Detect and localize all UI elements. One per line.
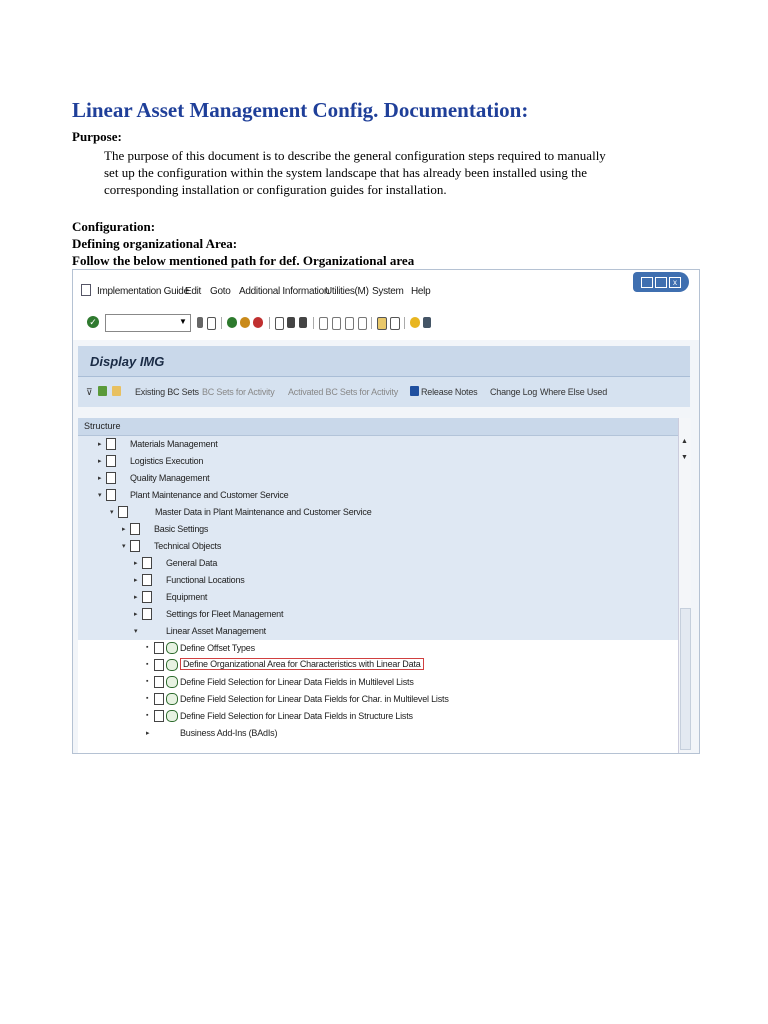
tree-node[interactable]	[78, 453, 678, 470]
tree-node-label[interactable]: Quality Management	[130, 473, 210, 483]
menu-implementation-guide[interactable]: Implementation Guide	[97, 286, 189, 297]
save-icon[interactable]	[207, 317, 216, 330]
menu-document-icon	[81, 284, 91, 296]
layout-menu-icon[interactable]	[423, 317, 431, 328]
expand-icon[interactable]: ▪	[146, 712, 149, 719]
back-nav-icon[interactable]	[197, 317, 203, 328]
expand-icon[interactable]: ▸	[122, 526, 126, 533]
next-page-icon[interactable]	[345, 317, 354, 330]
tree-node-label[interactable]: Technical Objects	[154, 541, 222, 551]
purpose-heading: Purpose:	[72, 129, 122, 144]
menu-help[interactable]: Help	[411, 286, 431, 297]
purpose-line: set up the configuration within the system landscape that has already been installed using the	[104, 165, 588, 180]
defining-heading: Defining organizational Area:	[72, 236, 238, 251]
expand-icon[interactable]: ▸	[134, 577, 138, 584]
expand-icon[interactable]: ▪	[146, 644, 149, 651]
structure-header-label: Structure	[84, 421, 121, 431]
tree-node[interactable]	[78, 623, 678, 640]
tree-node[interactable]	[78, 606, 678, 623]
enter-icon[interactable]: ✓	[87, 316, 99, 328]
notes-icon[interactable]	[112, 386, 121, 396]
existing-bc-sets-button[interactable]: Existing BC Sets	[135, 387, 199, 397]
exit-icon[interactable]	[240, 317, 250, 328]
documentation-icon[interactable]	[154, 676, 164, 688]
bc-set-icon[interactable]	[98, 386, 107, 396]
scroll-up-icon[interactable]: ▲	[681, 438, 688, 445]
documentation-icon[interactable]	[154, 659, 164, 671]
last-page-icon[interactable]	[358, 317, 367, 330]
window-controls	[633, 272, 689, 292]
cancel-icon[interactable]	[253, 317, 263, 328]
maximize-icon[interactable]	[655, 277, 667, 288]
tree-node[interactable]	[78, 487, 678, 504]
configuration-heading: Configuration:	[72, 219, 156, 234]
documentation-icon[interactable]	[142, 608, 152, 620]
create-session-icon[interactable]	[377, 317, 387, 330]
purpose-line: corresponding installation or configuration guides for installation.	[104, 182, 447, 197]
menu-goto[interactable]: Goto	[210, 286, 231, 297]
tree-node[interactable]	[78, 521, 678, 538]
tree-node-label[interactable]: Master Data in Plant Maintenance and Customer Service	[155, 507, 372, 517]
find-next-icon[interactable]	[299, 317, 307, 328]
title-bar	[78, 346, 690, 377]
purpose-line: The purpose of this document is to describe the general configuration steps required to manually	[104, 148, 606, 163]
tree-node[interactable]	[78, 640, 678, 657]
tree-node[interactable]	[78, 657, 678, 674]
screen-title: Display IMG	[90, 354, 165, 369]
activated-bc-sets-button[interactable]: Activated BC Sets for Activity	[288, 387, 399, 397]
first-page-icon[interactable]	[319, 317, 328, 330]
tree-node[interactable]	[78, 504, 678, 521]
expand-icon[interactable]: ▪	[146, 678, 149, 685]
expand-icon[interactable]: ▪	[146, 695, 149, 702]
tree-node-label[interactable]: Define Field Selection for Linear Data Fields in Structure Lists	[180, 711, 413, 721]
tree-node-label[interactable]: Equipment	[166, 592, 208, 602]
tree-node-label[interactable]: Define Field Selection for Linear Data Fields in Multilevel Lists	[180, 677, 414, 687]
documentation-icon[interactable]	[142, 574, 152, 586]
path-heading: Follow the below mentioned path for def. Organizational area	[72, 253, 415, 268]
documentation-icon[interactable]	[106, 489, 116, 501]
documentation-icon[interactable]	[106, 455, 116, 467]
change-log-button[interactable]: Change Log	[490, 387, 538, 397]
menu-additional-information[interactable]: Additional Information	[239, 286, 330, 297]
tree-node[interactable]	[78, 572, 678, 589]
documentation-icon[interactable]	[154, 693, 164, 705]
documentation-icon[interactable]	[154, 642, 164, 654]
documentation-icon[interactable]	[106, 438, 116, 450]
tree-node[interactable]	[78, 555, 678, 572]
tree-node[interactable]	[78, 691, 678, 708]
tree-node[interactable]	[78, 538, 678, 555]
execute-activity-icon[interactable]	[166, 710, 178, 722]
menu-system[interactable]: System	[372, 286, 404, 297]
tree-node[interactable]	[78, 674, 678, 691]
tree-node[interactable]	[78, 470, 678, 487]
execute-activity-icon[interactable]	[166, 642, 178, 654]
tree-node-label[interactable]: Settings for Fleet Management	[166, 609, 284, 619]
documentation-icon[interactable]	[130, 523, 140, 535]
expand-icon[interactable]: ▪	[146, 661, 149, 668]
tree-node-label[interactable]: Basic Settings	[154, 524, 209, 534]
collapse-icon[interactable]: ▾	[110, 509, 114, 516]
minimize-icon[interactable]	[641, 277, 653, 288]
execute-activity-icon[interactable]	[166, 676, 178, 688]
expand-icon[interactable]: ▸	[134, 594, 138, 601]
expand-icon[interactable]: ▸	[146, 730, 150, 737]
expand-icon[interactable]: ▸	[134, 560, 138, 567]
tree-node-label[interactable]: Define Organizational Area for Characteristics with Linear Data	[180, 658, 424, 670]
expand-icon[interactable]: ▸	[98, 458, 102, 465]
tree-node[interactable]	[78, 436, 678, 453]
shortcut-icon[interactable]	[390, 317, 400, 330]
documentation-icon[interactable]	[106, 472, 116, 484]
expand-icon[interactable]: ▸	[98, 441, 102, 448]
documentation-icon[interactable]	[142, 591, 152, 603]
help-icon[interactable]	[410, 317, 420, 328]
tree-node-label[interactable]: General Data	[166, 558, 218, 568]
document-title: Linear Asset Management Config. Documentation:	[72, 98, 529, 122]
execute-activity-icon[interactable]	[166, 659, 178, 671]
menu-utilities[interactable]: Utilities(M)	[325, 286, 369, 297]
scroll-down-icon[interactable]: ▼	[681, 454, 688, 461]
expand-icon[interactable]: ▸	[134, 611, 138, 618]
tree-node-label[interactable]: Business Add-Ins (BAdIs)	[180, 728, 278, 738]
where-else-used-button[interactable]: Where Else Used	[540, 387, 608, 397]
back-icon[interactable]	[227, 317, 237, 328]
collapse-icon[interactable]: ▾	[122, 543, 126, 550]
collapse-icon[interactable]: ▾	[98, 492, 102, 499]
filter-icon[interactable]: ⊽	[86, 387, 93, 397]
tree-node-label[interactable]: Functional Locations	[166, 575, 245, 585]
documentation-icon[interactable]	[130, 540, 140, 552]
find-icon[interactable]	[287, 317, 295, 328]
bc-sets-for-activity-button[interactable]: BC Sets for Activity	[202, 387, 275, 397]
tree-node-label[interactable]: Define Field Selection for Linear Data Fields for Char. in Multilevel Lists	[180, 694, 449, 704]
documentation-icon[interactable]	[154, 710, 164, 722]
purpose-paragraph	[104, 147, 698, 198]
tree-node[interactable]	[78, 589, 678, 606]
expand-icon[interactable]: ▸	[98, 475, 102, 482]
tree-node-label[interactable]: Define Offset Types	[180, 643, 255, 653]
documentation-icon[interactable]	[142, 557, 152, 569]
scroll-thumb[interactable]	[680, 608, 691, 750]
info-icon	[410, 386, 419, 396]
release-notes-button[interactable]: Release Notes	[421, 387, 478, 397]
documentation-icon[interactable]	[118, 506, 128, 518]
command-dropdown-icon[interactable]: ▼	[179, 317, 187, 326]
tree-node-label[interactable]: Linear Asset Management	[166, 626, 266, 636]
vertical-scrollbar[interactable]	[678, 418, 691, 753]
tree-node-label[interactable]: Logistics Execution	[130, 456, 204, 466]
application-toolbar	[78, 377, 690, 407]
execute-activity-icon[interactable]	[166, 693, 178, 705]
print-icon[interactable]	[275, 317, 284, 330]
menu-bar	[73, 270, 699, 310]
close-icon[interactable]: x	[669, 277, 681, 288]
tree-node-label[interactable]: Materials Management	[130, 439, 218, 449]
collapse-icon[interactable]: ▾	[134, 628, 138, 635]
tree-node[interactable]	[78, 708, 678, 725]
tree-node[interactable]	[78, 725, 678, 742]
standard-toolbar	[73, 310, 699, 340]
previous-page-icon[interactable]	[332, 317, 341, 330]
tree-node-label[interactable]: Plant Maintenance and Customer Service	[130, 490, 289, 500]
structure-header	[78, 418, 678, 436]
sap-screenshot	[72, 269, 700, 754]
menu-edit[interactable]: Edit	[185, 286, 202, 297]
